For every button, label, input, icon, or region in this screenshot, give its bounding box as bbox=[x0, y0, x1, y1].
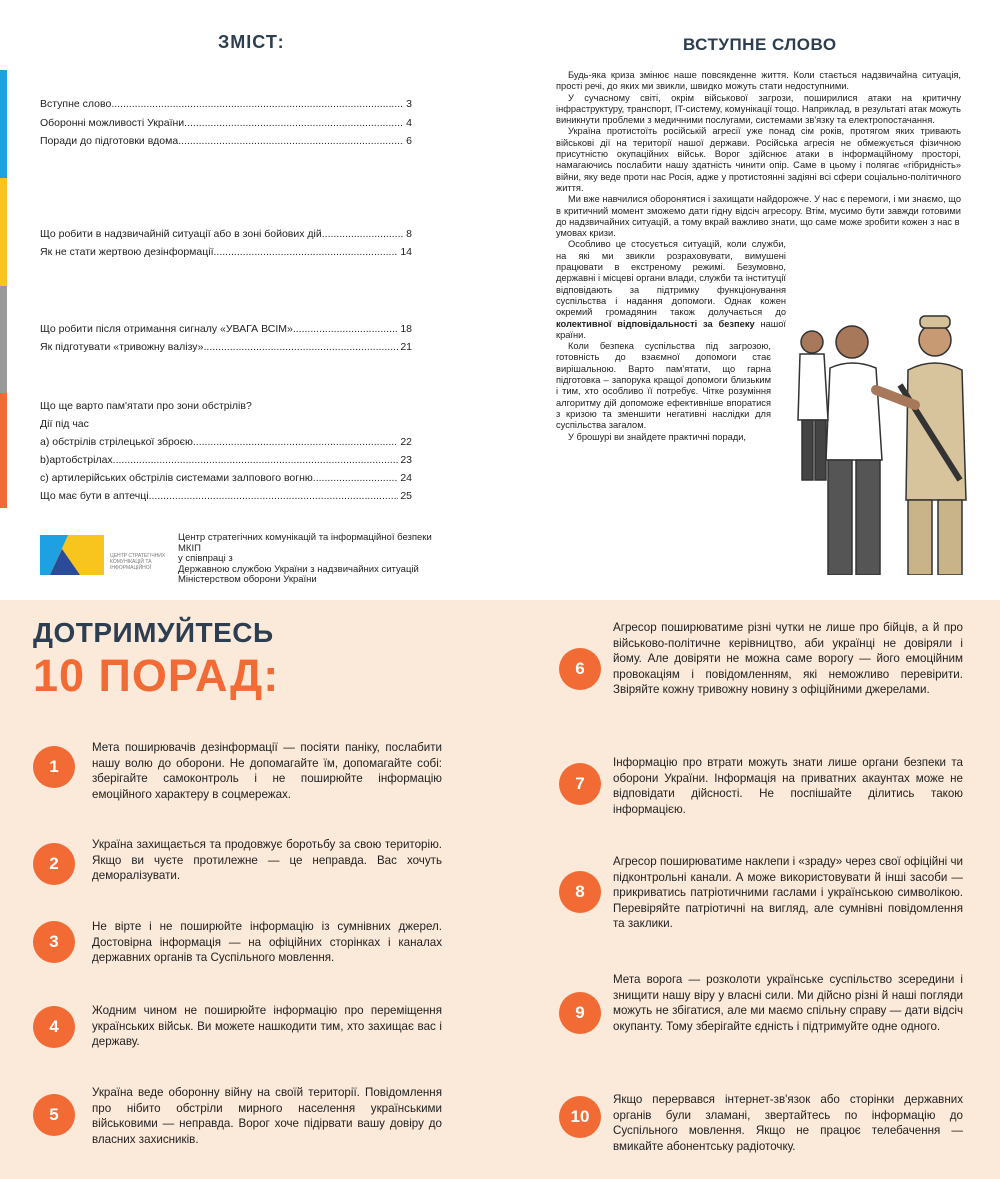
tip-text: Жодним чином не поширюйте інформацію про переміщення українських військ. Ви можете нашкодити тим, хто захищає вас і державу. bbox=[92, 1004, 442, 1048]
tip-number-badge: 7 bbox=[559, 763, 601, 805]
tip-text: Україна веде оборонну війну на своїй території. Повідомлення про нібито обстріли мирного населення українськими військовими — неправда. Ворог хоче підірвати вашу довіру до власних захисників. bbox=[92, 1086, 442, 1146]
partners-line: Центр стратегічних комунікацій та інформаційної безпеки МКІП bbox=[178, 532, 432, 554]
tip-text: Агресор поширюватиме різні чутки не лише про бійців, а й про військово-політичне керівництво, аби українці не довіряли і йому. Але довіряти не можна саме ворогу — його емоційним провокаціям і повідомленням, які неможливо перевірити. Звіряйте кожну тривожну новину з офіційними джерелами. bbox=[613, 621, 963, 696]
toc-entry[interactable]: Що має бути в аптечці ..... 25 bbox=[40, 489, 412, 503]
tip-text: Не вірте і не поширюйте інформацію із сумнівних джерел. Достовірна інформація — на офіційних сторінках і каналах державних органів та Суспільного мовлення. bbox=[92, 920, 442, 964]
tip-text: Якщо перервався інтернет-зв'язок або сторінки державних органів були зламані, звертайтесь по інформацію до Суспільного мовлення. Якщо не працює телебачення — вмикайте абонентську радіоточку. bbox=[613, 1093, 963, 1153]
tip-text: Інформацію про втрати можуть знати лише органи безпеки та оборони України. Інформація на приватних акаунтах може не відповідати дійсності. Не поспішайте ділитись такою інформацією. bbox=[613, 756, 963, 816]
toc-entry[interactable]: Як не стати жертвою дезінформації ..... 14 bbox=[40, 245, 412, 259]
tip-number-badge: 1 bbox=[33, 746, 75, 788]
partners-line: у співпраці з bbox=[178, 553, 233, 564]
tip-number-badge: 9 bbox=[559, 992, 601, 1034]
toc-entry[interactable]: Поради до підготовки вдома ..... 6 bbox=[40, 134, 412, 148]
intro-paragraph: умовах кризи. bbox=[556, 228, 616, 239]
section-stripe-orange bbox=[0, 393, 7, 508]
logo-caption: ЦЕНТР СТРАТЕГІЧНИХ КОМУНІКАЦІЙ ТА ІНФОРМАЦІЙНОЇ bbox=[110, 553, 166, 571]
intro-paragraph: Будь-яка криза змінює наше повсякденне життя. Коли стається надзвичайна ситуація, прості речі, до яких ми звикли, швидко можуть стати недоступними. bbox=[556, 70, 961, 92]
tips-heading-line2: 10 ПОРАД: bbox=[33, 650, 280, 701]
intro-paragraph: Ми вже навчилися оборонятися і захищати найдорожче. У нас є перемоги, і ми знаємо, що в критичний момент зможемо дати гідну відсіч агресору. Втім, мусимо бути завжди готовими до надзвичайних ситуацій, а тому вкрай важливо знати, що саме може зробити кожен з нас в bbox=[556, 194, 961, 227]
intro-paragraph: Коли безпека суспільства під загрозою, готовність до взаємної допомоги стає вирішальною. Варто пам'ятати, що гарна підготовка – запорука кращої допомоги близьким і тим, хто особливо її потребує. Чітке розуміння алгоритму дій допоможе ефективніше впоратися з кризою та зменшити негативні наслідки для суспільства загалом. bbox=[556, 341, 771, 431]
toc-entry[interactable]: Що робити після отримання сигналу «УВАГА ВСІМ» ..... 18 bbox=[40, 322, 412, 336]
intro-paragraph: У брошурі ви знайдете практичні поради, bbox=[568, 431, 747, 442]
section-stripe-gray bbox=[0, 286, 7, 393]
intro-title: ВСТУПНЕ СЛОВО bbox=[683, 35, 837, 54]
toc-entry[interactable]: b)артобстрілах ..... 23 bbox=[40, 453, 412, 467]
tip-number-badge: 4 bbox=[33, 1006, 75, 1048]
toc-entry[interactable]: Що робити в надзвичайній ситуації або в зоні бойових дій ..... 8 bbox=[40, 227, 412, 241]
tip-text: Агресор поширюватиме наклепи і «зраду» через свої офіційні чи підконтрольні канали. А може використовувати й інші засоби — прикриватись патріотичними гаслами і українською символікою. Перевіряйте патріотичні на вигляд, але сумнівні повідомлення та заклики. bbox=[613, 855, 963, 930]
tip-text: Мета поширювачів дезінформації — посіяти паніку, послабити нашу волю до оборони. Не допомагайте їм, допомагайте собі: зберігайте самоконтроль і не поширюйте інформацію емоційного характеру в соцмережах. bbox=[92, 741, 442, 801]
partners-block bbox=[178, 533, 448, 586]
toc-entry[interactable]: Оборонні можливості України ..... 4 bbox=[40, 116, 412, 130]
intro-paragraph: У сучасному світі, окрім військової загрози, поширилися атаки на критичну інфраструктуру, транспорт, IT-систему, комунікації тощо. Наприклад, в результаті атак можуть виникнути проблеми з медичними послугами, системами зв'язку та електропостачання. bbox=[556, 92, 961, 126]
toc-entry[interactable]: Як підготувати «тривожну валізу» ..... 21 bbox=[40, 340, 412, 354]
toc-entry[interactable]: c) артилерійських обстрілів системами залпового вогню ..... 24 bbox=[40, 471, 412, 485]
tip-text: Україна захищається та продовжує боротьбу за свою територію. Якщо ви чуєте протилежне — це неправда. Вас хочуть деморалізувати. bbox=[92, 838, 442, 882]
tips-heading-line1: ДОТРИМУЙТЕСЬ bbox=[33, 617, 274, 648]
partners-line: Міністерством оборони України bbox=[178, 574, 317, 585]
intro-paragraph: Україна протистоїть російській агресії уже понад сім років, протягом яких тривають військові дії на території нашої держави. Російська агресія не обмежується фізичною присутністю окупаційних військ. Ворог здійснює атаки в інформаційному просторі, намагаючись послабити нашу здатність чинити опір. Саме в цьому і полягає «гібридність» війни, яку веде проти нас Росія, адже у протистоянні задіяні всі сфери соціально-політичного життя. bbox=[556, 126, 961, 193]
toc-entry[interactable]: а) обстрілів стрілецької зброєю ..... 22 bbox=[40, 435, 412, 449]
tip-number-badge: 3 bbox=[33, 921, 75, 963]
toc-entry[interactable]: Вступне слово ..... 3 bbox=[40, 97, 412, 111]
tip-number-badge: 8 bbox=[559, 871, 601, 913]
tip-number-badge: 5 bbox=[33, 1094, 75, 1136]
tip-number-badge: 2 bbox=[33, 843, 75, 885]
section-stripe-yellow bbox=[0, 178, 7, 286]
toc-title: ЗМІСТ: bbox=[218, 32, 285, 52]
intro-paragraph: Особливо це стосується ситуацій, коли служби, на які ми звикли розраховувати, вимушені працювати в екстреному режимі. Безумовно, державні і місцеві органи влади, служби та інституції відповідають за підтримку функціонування суспільства і надання допомоги. Однак кожен окремий громадянин також долучається до колективної відповідальності за безпеку нашої країни. bbox=[556, 239, 786, 340]
tip-number-badge: 6 bbox=[559, 648, 601, 690]
csc-logo-icon bbox=[40, 535, 104, 575]
section-stripe-blue bbox=[0, 70, 7, 178]
tip-number-badge: 10 bbox=[559, 1096, 601, 1138]
toc-subheading: Дії під час bbox=[40, 418, 89, 430]
partners-line: Державною службою України з надзвичайних ситуацій bbox=[178, 563, 419, 575]
family-and-soldier-illustration bbox=[790, 310, 970, 575]
toc-subheading: Що ще варто пам'ятати про зони обстрілів? bbox=[40, 400, 252, 412]
tip-text: Мета ворога — розколоти українське суспільство зсередини і знищити нашу віру у власні сили. Ми дійсно різні й наші погляди можуть не збігатися, але ми маємо спільну справу — дати відсіч окупанту. Тому зберігайте єдність і підтримуйте одне одного. bbox=[613, 973, 963, 1033]
